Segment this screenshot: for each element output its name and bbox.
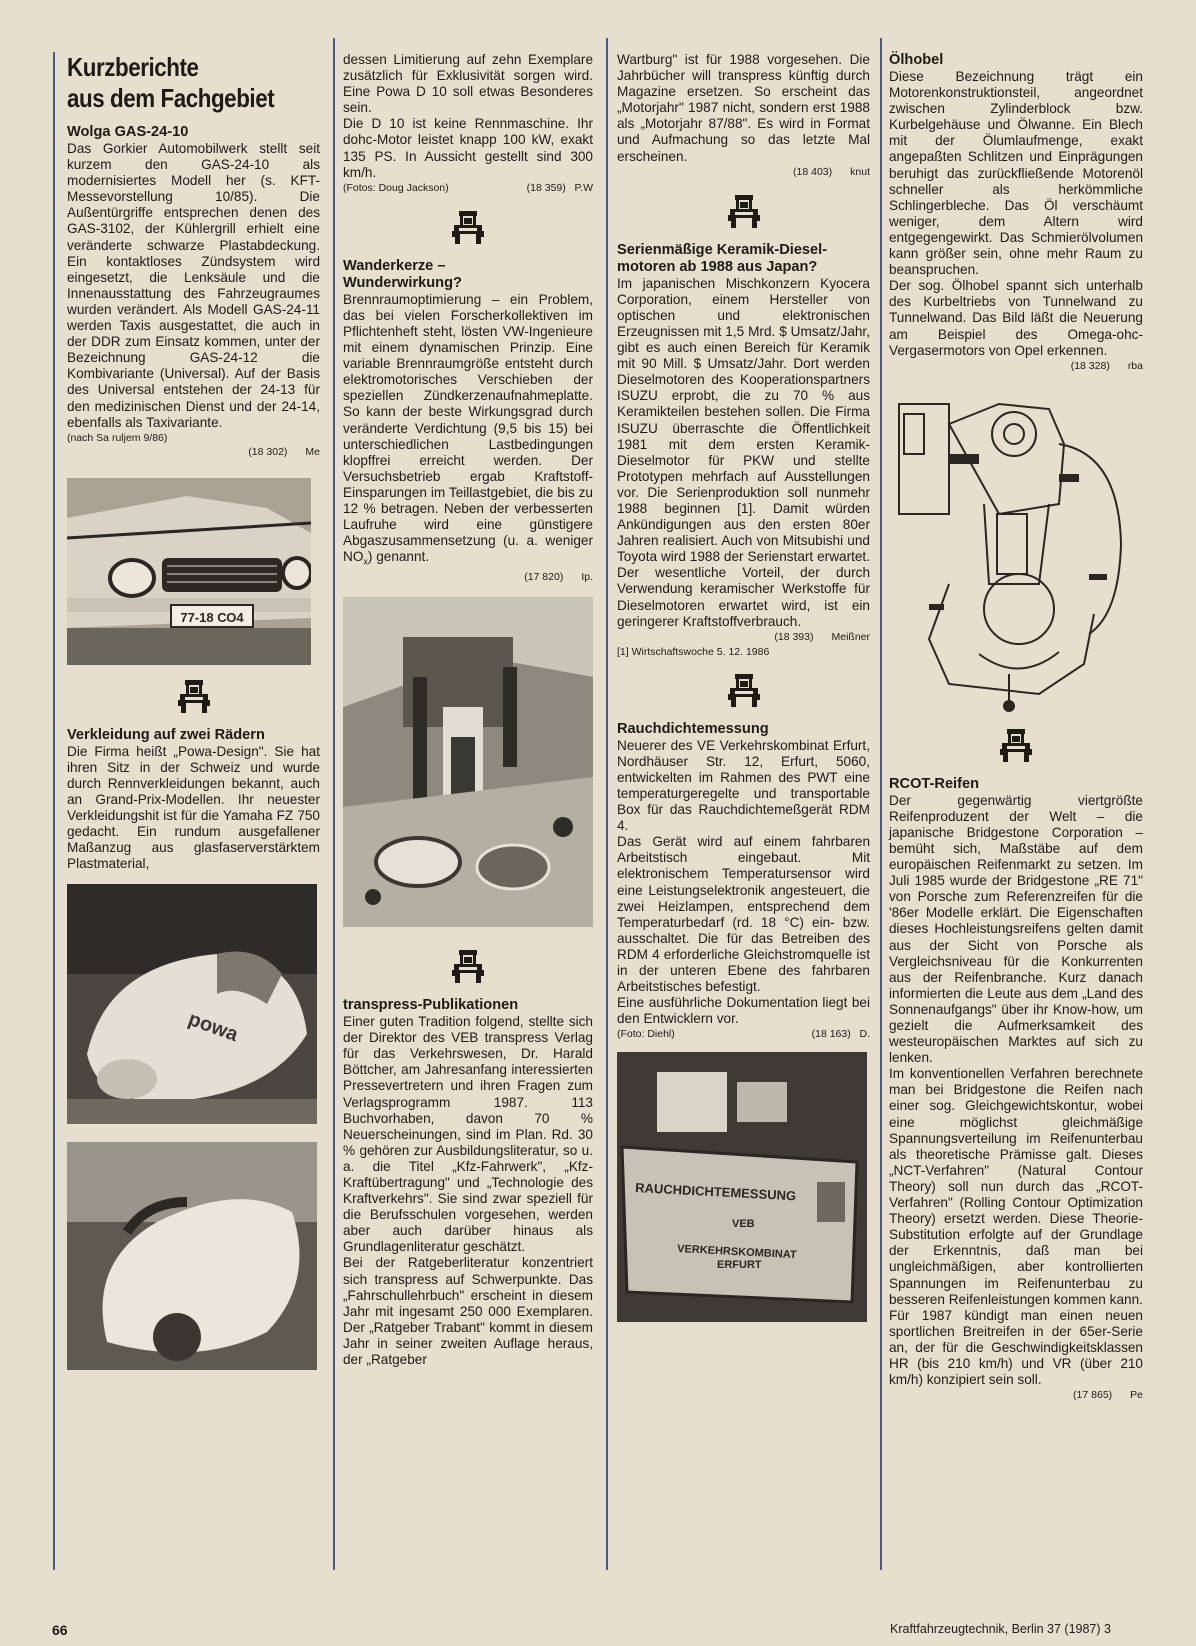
wolga-title: Wolga GAS-24-10 bbox=[67, 124, 189, 140]
transpress-title: transpress-Publikationen bbox=[343, 997, 519, 1014]
motorcycle-photo-1 bbox=[67, 884, 317, 1124]
engine-cross-section-illustration bbox=[889, 384, 1139, 714]
section-heading bbox=[67, 52, 285, 114]
wanderkerze-ref-number: (17 820) bbox=[524, 571, 564, 584]
rauch-body-1: Neuerer des VE Verkehrskombinat Erfurt, Nordhäuser Str. 12, Erfurt, 5060, entwickelten im Rahmen des PWT eine temperaturgeregelte und transportable Box für das Rauchdichtemeßgerät RDM 4. bbox=[617, 737, 870, 834]
wanderkerze-title-line-1: Wanderkerze – bbox=[343, 257, 446, 274]
wanderkerze-author: Ip. bbox=[581, 571, 593, 584]
spark-plug-illustration bbox=[343, 597, 593, 927]
car-separator-icon bbox=[452, 210, 484, 244]
rauch-photo-credit: (Foto: Diehl) bbox=[617, 1028, 675, 1041]
wolga-car-photo bbox=[67, 478, 311, 665]
rauch-body-2: Das Gerät wird auf einem fahrbaren Arbeitstisch eingebaut. Mit elektronischem Temperatursensor wird eine Leistungselektronik angesteuert, die zwei Heizlampen, entsprechend dem Temperaturbedarf (rd. 18 °C) ein- bzw. ausschaltet. Die für das Betreiben des RDM 4 erforderliche Gleichstromquelle ist in der unteren Ebene des fahrbaren Arbeitstisches befestigt. bbox=[617, 834, 870, 995]
keramik-reference bbox=[617, 630, 870, 645]
heading-line-2: aus dem Fachgebiet bbox=[67, 83, 275, 113]
verkleidung-title: Verkleidung auf zwei Rädern bbox=[67, 726, 265, 743]
rcot-ref-number: (17 865) bbox=[1073, 1389, 1113, 1402]
transpress-reference bbox=[617, 165, 870, 180]
verkleidung-ref-number: (18 359) bbox=[526, 181, 566, 194]
column-2 bbox=[343, 52, 593, 1368]
car-separator-icon bbox=[178, 679, 210, 713]
wanderkerze-body-end: ) genannt. bbox=[367, 549, 430, 565]
heading-line-1: Kurzberichte bbox=[67, 52, 199, 82]
rcot-body-3: Für 1987 kündigt man einen neuen sportlichen Breitreifen in der 65er-Serie an, der für die Geschwindigkeitsklassen HR (bis 210 km/h) und VR (über 210 km/h) konzipiert sein soll. bbox=[889, 1307, 1143, 1388]
spark-plug-photo bbox=[343, 597, 593, 927]
rcot-author: Pe bbox=[1130, 1389, 1143, 1402]
keramik-author: Meißner bbox=[831, 630, 870, 643]
rcot-body-1: Der gegenwärtig viertgrößte Reifenproduzent der Welt – die japanische Bridgestone Corporation – bemüht sich, Maßstäbe auf dem europäischen Reifenmarkt zu setzen. Im Juli 1985 wurde der Bridgestone „RE 71" von Porsche zum Referenzreifen für die '86er Modelle erklärt. Die Eigenschaften dieses Hochleistungsreifens gelten damit aus der Sicht von Porsche als Vergleichsniveau für die Konkurrenten aus der Reifenbranche. Kurz danach informierten die Leute aus dem „Land des Sonnenaufgangs" über ihr Know-how, um gezielt die Aufmerksamkeit des westeuropäischen Marktes auf sich zu lenken. bbox=[889, 792, 1143, 1066]
motorcycle-illustration-1 bbox=[67, 884, 317, 1124]
oelhobel-title: Ölhobel bbox=[889, 52, 944, 68]
verkleidung-author: P.W bbox=[574, 181, 593, 194]
car-separator-icon bbox=[1000, 728, 1032, 762]
transpress-body-1: Einer guten Tradition folgend, stellte sich der Direktor des VEB transpress Verlag für das Verkehrswesen, Dr. Harald Böttcher, am Jahresanfang interessierten Pressevertretern und ihren Fragen zum Verlagsprogramm 1987. 113 Buchvorhaben, davon 70 % Neuerscheinungen, sind im Plan. Rd. 30 % gehören zur Ausbildungsliteratur, so u. a. die Titel „Kfz-Fahrwerk", „Kfz-Kraftübertragung" und „Technologie des Kraftverkehrs". Sie sind zwar speziell für die Berufsschulen vorgesehen, werden aber auch darüber hinaus als Grundlagenliteratur geschätzt. bbox=[343, 1014, 593, 1255]
wolga-source: (nach Sa ruljem 9/86) bbox=[67, 431, 168, 444]
car-separator-icon bbox=[728, 673, 760, 707]
keramik-footnote: [1] Wirtschaftswoche 5. 12. 1986 bbox=[617, 645, 770, 658]
keramik-title-line-1: Serienmäßige Keramik-Diesel- bbox=[617, 241, 828, 258]
column-rule-4 bbox=[880, 38, 882, 1570]
car-separator-icon bbox=[452, 949, 484, 983]
box-label-title: RAUCHDICHTEMESSUNG bbox=[634, 1180, 797, 1204]
verkleidung-continued: dessen Limitierung auf zehn Exemplare zusätzlich für Exklusivität sorgen wird. Eine Powa D 10 soll etwas Besonderes sein. bbox=[343, 52, 593, 116]
box-label-veb: VEB bbox=[732, 1218, 755, 1231]
engine-drawing bbox=[889, 384, 1139, 714]
column-rule-3 bbox=[606, 38, 608, 1570]
column-rule-2 bbox=[333, 38, 335, 1570]
wolga-reference bbox=[67, 445, 320, 460]
rauchdichte-box-illustration bbox=[617, 1052, 867, 1322]
nox-subscript: x bbox=[363, 556, 368, 567]
motorcycle-illustration-2 bbox=[67, 1142, 317, 1370]
fairing-label: powa bbox=[185, 1008, 241, 1047]
rauch-body-3: Eine ausführliche Dokumentation liegt bei den Entwicklern vor. bbox=[617, 995, 870, 1027]
oelhobel-body-1: Diese Bezeichnung trägt ein Motorenkonstruktionsteil, angeordnet zwischen Zylinderblock bzw. Kurbelgehäuse und Ölwanne. Ein Blech mit der Ölumlaufmenge, exakt angepaßten Schlitzen und Einprägungen beruhigt das zurückfließende Motorenöl schneller als herkömmliche Schlingerbleche. Das Öl verschäumt weniger, dem Altern wird entgegengewirkt. Das Schmierölvolumen kann größer sein, ohne mehr Raum zu beanspruchen. bbox=[889, 69, 1143, 278]
transpress-ref-number: (18 403) bbox=[793, 165, 833, 178]
car-separator-icon bbox=[728, 194, 760, 228]
keramik-ref-number: (18 393) bbox=[774, 630, 814, 643]
column-4 bbox=[889, 52, 1143, 1403]
oelhobel-author: rba bbox=[1127, 359, 1143, 372]
box-label-kombinat: VERKEHRSKOMBINAT bbox=[676, 1243, 797, 1262]
wolga-car-illustration bbox=[67, 478, 311, 665]
transpress-author: knut bbox=[850, 165, 870, 178]
transpress-continued: Wartburg" ist für 1988 vorgesehen. Die Jahrbücher will transpress künftig durch Magazine ersetzen. So erscheint das „Motorjahr" 1987 nicht, sondern erst 1988 als „Motorjahr 87/88". Es wird in Format und Aufmachung so das letzte Mal erscheinen. bbox=[617, 52, 870, 164]
column-1 bbox=[67, 52, 320, 1370]
keramik-title bbox=[617, 242, 870, 276]
wanderkerze-title bbox=[343, 258, 593, 292]
keramik-body: Im japanischen Mischkonzern Kyocera Corporation, einem Hersteller von optischen und elektronischen Erzeugnissen mit 1,5 Mrd. $ Umsatz/Jahr, gibt es auch einen Bereich für Keramik mit 90 Mill. $ Umsatz/Jahr. Dort werden Dieselmotoren des Kooperationspartners ISUZU erprobt, die zu 70 % aus Keramikteilen bestehen sollen. Die Firma ISUZU überraschte die Öffentlichkeit 1981 mit dem ersten Keramik-Dieselmotor für PKW und stellte Prototypen mehrfach auf Ausstellungen vor. Die Serienproduktion soll nunmehr 1988 beginnen [1]. Damit würden Ankündigungen aus den ersten 80er Jahren realisiert. Auch von Mitsubishi und Toyota wird 1988 der Serienstart erwartet. Der wesentliche Vorteil, der durch Verwendung keramischer Werkstoffe für Dieselmotoren erwartet wird, ist ein geringerer Kraftstoffverbrauch. bbox=[617, 275, 870, 629]
wanderkerze-body-text: Brennraumoptimierung – ein Problem, das bei vielen Forscherkollektiven im Pflichtenheft steht, lösten VW-Ingenieure mit einem dynamischen Prinzip. Eine variable Brennraumgröße entsteht durch elektromotorisches Verschieben der speziellen Zündkerzenaufnahmeplatte. So kann der beste Wirkungsgrad durch veränderte Verdichtung (9,5 bis 15) bei unterschiedlichen Lastbedingungen klopffrei erreicht werden. Der Versuchsbetrieb ergab Kraftstoff-Einsparungen im Teillastgebiet, die bis zu 12 % betragen. Neben der verbesserten Laufruhe wird eine günstigere Abgaszusammensetzung (u. a. weniger NO bbox=[343, 291, 593, 565]
verkleidung-photo-credit: (Fotos: Doug Jackson) bbox=[343, 181, 449, 194]
wolga-ref-number: (18 302) bbox=[248, 445, 288, 458]
wolga-body: Das Gorkier Automobilwerk stellt seit kurzem den GAS-24-10 als modernisiertes Modell her (s. KFT-Messevorstellung 10/85). Die Außentürgriffe entsprechen denen des GAS-3102, der Kühlergrill erhielt eine veränderte schwarze Plastabdeckung. Ein kontaktloses Zündsystem wird eingesetzt, die Lenksäule und die Innenausstattung des Fahrzeugraumes wurden verändert. Als Modell GAS-24-11 werden Taxis ausgestattet, die auch in der DDR zum Einsatz kommen, unter der Bezeichnung GAS-24-12 die Kombivariante (Universal). Auf der Basis des Universal entstehen der 24-13 für den medizinischen Dienst und der 24-14, ebenfalls als Taxivariante. bbox=[67, 141, 320, 430]
verkleidung-body: Die Firma heißt „Powa-Design". Sie hat ihren Sitz in der Schweiz und wurde durch Rennverkleidungen bekannt, auch an Grand-Prix-Modellen. Ihr neuester Verkleidungshit ist für die Yamaha FZ 750 gedacht. Ein rundum ausgefallener Maßanzug aus glasfaserverstärktem Plastmaterial, bbox=[67, 743, 320, 872]
column-3 bbox=[617, 52, 870, 1322]
rcot-body-2: Im konventionellen Verfahren berechnete man bei Bridgestone die Reifen nach einer sog. Gleichgewichtskontur, wobei eine möglichst gleichmäßige Spannungsverteilung im Reifenunterbau als theoretische Prämisse galt. Dieses „NCT-Verfahren" (Natural Contour Theory) soll nun durch das „RCOT-Verfahren" (Rolling Contour Optimization Theory) ersetzt werden. Diese Theorie-Substitution erfolgte auf der Grundlage der Erkenntnis, daß man bei ungleichmäßigen, aber kontrollierten Spannungen im Reifenunterbau zu besseren Reifenleistungen kommen kann. bbox=[889, 1066, 1143, 1307]
box-label-erfurt: ERFURT bbox=[717, 1259, 762, 1272]
rcot-title: RCOT-Reifen bbox=[889, 775, 979, 792]
oelhobel-body-2: Der sog. Ölhobel spannt sich unterhalb des Kurbeltriebs von Tunnelwand zu Tunnelwand. Das Bild läßt die Neuerung am Beispiel des Omega-ohc-Vergasermotors von Opel erkennen. bbox=[889, 278, 1143, 358]
oelhobel-ref-number: (18 328) bbox=[1070, 359, 1110, 372]
transpress-body-2: Bei der Ratgeberliteratur konzentriert sich transpress auf Schwerpunkte. Das „Fahrschullehrbuch" erscheint in diesem Jahr mit ingesamt 250 000 Exemplaren. Der „Ratgeber Trabant" kommt in diesem Jahr in seiner zweiten Auflage heraus, der „Ratgeber bbox=[343, 1255, 593, 1368]
rauchdichte-box-photo bbox=[617, 1052, 867, 1322]
wanderkerze-body bbox=[343, 292, 593, 570]
verkleidung-body-2: Die D 10 ist keine Rennmaschine. Ihr dohc-Motor leistet knapp 100 kW, exakt 135 PS. In Aussicht gestellt sind 300 km/h. bbox=[343, 116, 593, 180]
license-plate: 77-18 СО4 bbox=[180, 609, 244, 625]
page-number: 66 bbox=[52, 1622, 68, 1638]
rcot-reference bbox=[889, 1388, 1143, 1403]
rauch-ref-number: (18 163) bbox=[811, 1028, 851, 1041]
rauch-title: Rauchdichtemessung bbox=[617, 720, 769, 737]
wanderkerze-reference bbox=[343, 570, 593, 585]
motorcycle-photo-2 bbox=[67, 1142, 317, 1370]
rauch-reference bbox=[617, 1027, 870, 1042]
wanderkerze-title-line-2: Wunderwirkung? bbox=[343, 274, 462, 291]
verkleidung-reference bbox=[343, 181, 593, 196]
oelhobel-reference bbox=[889, 359, 1143, 374]
journal-citation: Kraftfahrzeugtechnik, Berlin 37 (1987) 3 bbox=[890, 1622, 1111, 1636]
column-rule-1 bbox=[53, 52, 55, 1570]
rauch-author: D. bbox=[859, 1028, 870, 1041]
wolga-author: Me bbox=[305, 445, 320, 458]
keramik-title-line-2: motoren ab 1988 aus Japan? bbox=[617, 258, 818, 275]
